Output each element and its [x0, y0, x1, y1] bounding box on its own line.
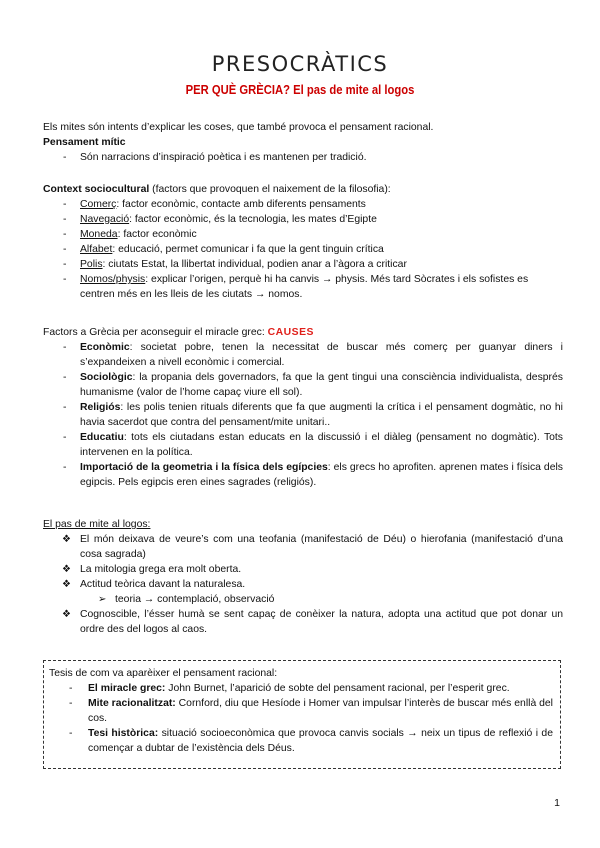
factors-section — [43, 325, 563, 490]
dash-marker: - — [69, 683, 73, 694]
item-text: : factor econòmic, contacte amb diferents pensaments — [116, 199, 366, 210]
item-text: Cornford, diu que Hesíode i Homer van impulsar l’interès de buscar més enllà del cos. — [88, 698, 553, 724]
dash-marker: - — [63, 244, 67, 255]
page-subtitle: PER QUÈ GRÈCIA? El pas de mite al logos — [185, 83, 415, 97]
item-text: El món deixava de veure’s com una teofania (manifestació de Déu) o hierofania (manifestació d’una cosa sagrada) — [80, 534, 563, 560]
item-term: Moneda — [80, 229, 118, 240]
dash-marker: - — [63, 342, 67, 353]
diamond-bullet-icon: ❖ — [62, 579, 71, 590]
list-item — [43, 150, 563, 165]
context-section — [43, 182, 563, 302]
pensament-mitic-heading: Pensament mític — [43, 137, 126, 148]
list-item — [43, 562, 563, 577]
item-text: Cognoscible, l’ésser humà se sent capaç de conèixer la natura, adopta una actitud que pot donar un ordre des del logos al caos. — [80, 609, 563, 635]
list-item — [43, 460, 563, 490]
item-text: : educació, permet comunicar i fa que la gent tinguin crítica — [112, 244, 384, 255]
list-item — [43, 430, 563, 460]
item-term: Importació de la geometria i la física dels egípcies — [80, 462, 328, 473]
item-text: : tots els ciutadans estan educats en la discussió i el diàleg (pensament no dogmàtic). Tots intervenen en la política. — [80, 432, 563, 458]
factors-intro — [43, 325, 563, 340]
dash-marker: - — [63, 462, 67, 473]
item-term: Tesi històrica: — [88, 728, 159, 739]
diamond-bullet-icon: ❖ — [62, 534, 71, 545]
arrow-bullet-icon: ➢ — [98, 594, 107, 605]
tesis-box — [43, 660, 561, 769]
sub-list-item — [43, 592, 563, 607]
list-item-text: Són narracions d’inspiració poètica i es mantenen per tradició. — [80, 152, 367, 163]
list-item — [43, 242, 563, 257]
item-term: Econòmic — [80, 342, 130, 353]
dash-marker: - — [63, 199, 67, 210]
context-heading-rest: (factors que provoquen el naixement de la filosofia): — [149, 184, 391, 195]
list-item — [43, 272, 563, 302]
list-item — [43, 400, 563, 430]
intro-line: Els mites són intents d’explicar les coses, que també provoca el pensament racional. — [43, 122, 434, 133]
list-item — [43, 340, 563, 370]
item-text: : la propania dels governadors, fa que la gent tingui una consciència individualista, després humanisme (valor de l’home capaç viure ell sol). — [80, 372, 563, 398]
item-text: : les polis tenien rituals diferents que fa que augmenti la crítica i el pensament dogmàtic, no hi havia sacerdot que contra del pensament/mite unitari.. — [80, 402, 563, 428]
item-text: : els grecs ho aprofiten. aprenen mates i física dels egipcis. Pels egipcis eren eines sagrades (religiós). — [80, 462, 563, 488]
context-heading-bold: Context sociocultural — [43, 184, 150, 195]
pas-heading: El pas de mite al logos: — [43, 519, 151, 530]
item-text: Actitud teòrica davant la naturalesa. — [80, 579, 246, 590]
dash-marker: - — [63, 214, 67, 225]
item-term: Polis — [80, 259, 103, 270]
item-text: teoria → contemplació, observació — [115, 594, 275, 605]
list-item — [43, 532, 563, 562]
dash-marker: - — [63, 274, 67, 285]
item-text: : ciutats Estat, la llibertat individual, podien anar a l’àgora a criticar — [102, 259, 407, 270]
list-item — [49, 726, 553, 756]
item-text: La mitologia grega era molt oberta. — [80, 564, 242, 575]
list-item — [43, 212, 563, 227]
dash-marker: - — [63, 432, 67, 443]
dash-marker: - — [69, 728, 73, 739]
context-heading — [43, 182, 563, 197]
dash-marker: - — [63, 402, 67, 413]
page-number: 1 — [554, 797, 560, 809]
item-text: : societat pobre, tenen la necessitat de buscar més comerç per guanyar diners i s’expandeixen a nivell econòmic i comercial. — [80, 342, 563, 368]
causes-label: CAUSES — [267, 327, 314, 338]
dash-marker: - — [69, 698, 73, 709]
list-item — [43, 257, 563, 272]
pas-section — [43, 517, 563, 637]
item-term: Comerç — [80, 199, 117, 210]
diamond-bullet-icon: ❖ — [62, 609, 71, 620]
dash-marker: - — [63, 152, 67, 163]
item-term: El miracle grec: — [88, 683, 166, 694]
item-term: Educatiu — [80, 432, 124, 443]
item-term: Navegació — [80, 214, 130, 225]
item-term: Alfabet — [80, 244, 113, 255]
item-text: : factor econòmic — [117, 229, 197, 240]
item-term: Religiós — [80, 402, 121, 413]
tesis-heading: Tesis de com va aparèixer el pensament racional: — [49, 668, 278, 679]
dash-marker: - — [63, 372, 67, 383]
list-item — [43, 227, 563, 242]
factors-intro-text: Factors a Grècia per aconseguir el miracle grec: — [43, 327, 268, 338]
item-text: : factor econòmic, és la tecnologia, les mates d’Egipte — [129, 214, 377, 225]
list-item — [43, 370, 563, 400]
dash-marker: - — [63, 259, 67, 270]
item-text: : explicar l’origen, perquè hi ha canvis → physis. Més tard Sòcrates i els sofistes es centren més en les lleis de les ciutats → nomos. — [80, 274, 529, 300]
item-text: situació socioeconòmica que provoca canvis socials → neix un tipus de reflexió i de començar a dubtar de l’existència dels Déus. — [88, 728, 553, 754]
item-term: Mite racionalitzat: — [88, 698, 176, 709]
item-term: Nomos/physis — [80, 274, 146, 285]
page-title: PRESOCRÀTICS — [211, 52, 389, 76]
intro-section — [43, 120, 563, 165]
list-item — [43, 607, 563, 637]
list-item — [49, 681, 553, 696]
list-item — [43, 577, 563, 592]
item-term: Sociològic — [80, 372, 133, 383]
item-text: John Burnet, l’aparició de sobte del pensament racional, per l’esperit grec. — [165, 683, 510, 694]
dash-marker: - — [63, 229, 67, 240]
list-item — [49, 696, 553, 726]
list-item — [43, 197, 563, 212]
diamond-bullet-icon: ❖ — [62, 564, 71, 575]
